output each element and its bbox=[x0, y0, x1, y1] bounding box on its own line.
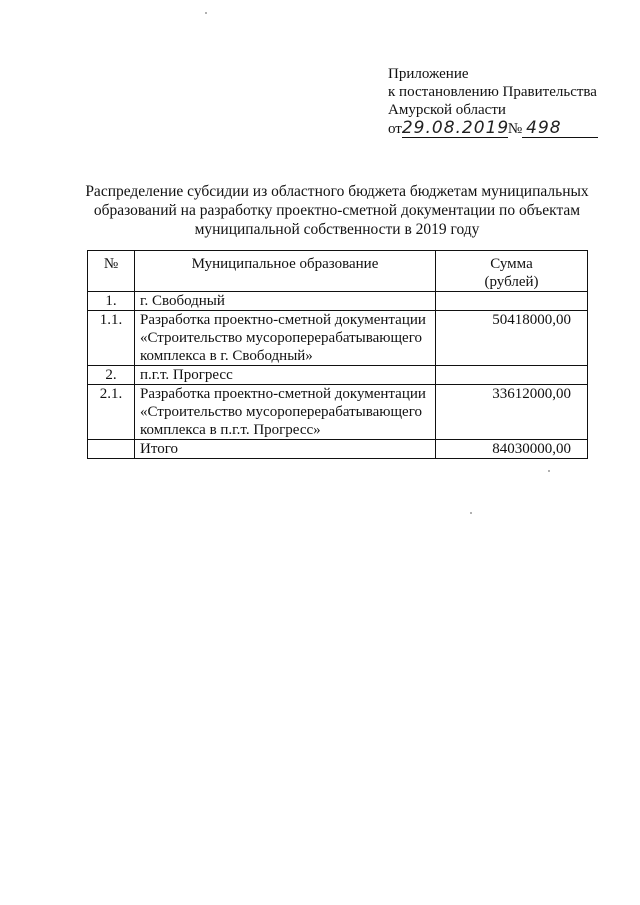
handwritten-number: 498 bbox=[522, 119, 598, 138]
handwritten-date: 29.08.2019 bbox=[401, 118, 510, 138]
row-sum: 50418000,00 bbox=[436, 311, 588, 366]
table-total-row bbox=[88, 440, 588, 459]
scan-speck bbox=[548, 470, 550, 472]
total-label: Итого bbox=[135, 440, 436, 459]
row-num: 2. bbox=[88, 366, 135, 385]
header-num: № bbox=[88, 251, 135, 292]
approval-resolution: к постановлению Правительства bbox=[388, 84, 597, 100]
row-name: Разработка проектно-сметной документации «Строительство мусороперерабатывающего комплекса в п.г.т. Прогресс» bbox=[135, 385, 436, 440]
row-name: п.г.т. Прогресс bbox=[135, 366, 436, 385]
table-row bbox=[88, 385, 588, 440]
header-sum bbox=[436, 251, 588, 292]
row-sum bbox=[436, 366, 588, 385]
header-sum-line2: (рублей) bbox=[484, 274, 539, 290]
row-name: г. Свободный bbox=[135, 292, 436, 311]
document-title: Распределение субсидии из областного бюджета бюджетам муниципальных образований на разработку проектно-сметной документации по объектам муниципальной собственности в 2019 году bbox=[85, 183, 589, 238]
approval-title: Приложение bbox=[388, 66, 469, 82]
approval-date-line bbox=[388, 119, 598, 138]
table-row bbox=[88, 366, 588, 385]
scan-speck bbox=[205, 12, 207, 14]
row-num: 1.1. bbox=[88, 311, 135, 366]
table-header-row bbox=[88, 251, 588, 292]
approval-block bbox=[388, 65, 598, 138]
number-label: № bbox=[507, 121, 523, 137]
approval-region: Амурской области bbox=[388, 102, 506, 118]
row-sum: 33612000,00 bbox=[436, 385, 588, 440]
row-sum bbox=[436, 292, 588, 311]
scan-speck bbox=[470, 512, 472, 514]
total-num bbox=[88, 440, 135, 459]
table-row bbox=[88, 311, 588, 366]
table-row bbox=[88, 292, 588, 311]
row-num: 2.1. bbox=[88, 385, 135, 440]
row-name: Разработка проектно-сметной документации «Строительство мусороперерабатывающего комплекса в г. Свободный» bbox=[135, 311, 436, 366]
subsidy-table bbox=[87, 250, 588, 459]
header-sum-line1: Сумма bbox=[490, 256, 533, 272]
date-prefix: от bbox=[388, 121, 402, 137]
header-name: Муниципальное образование bbox=[135, 251, 436, 292]
total-sum: 84030000,00 bbox=[436, 440, 588, 459]
row-num: 1. bbox=[88, 292, 135, 311]
